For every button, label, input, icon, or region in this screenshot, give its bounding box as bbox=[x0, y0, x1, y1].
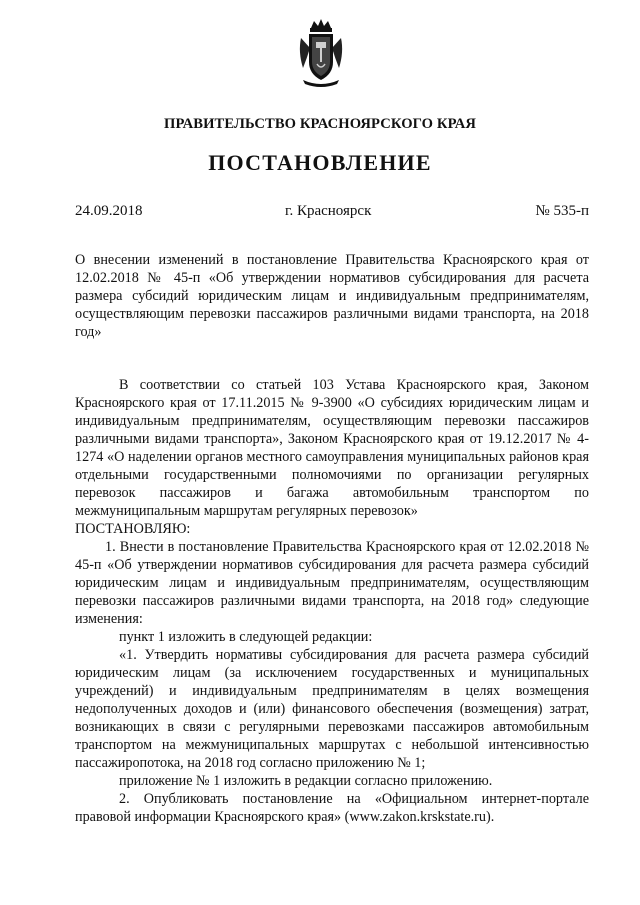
decree-line: ПОСТАНОВЛЯЮ: bbox=[75, 521, 191, 537]
document-type: ПОСТАНОВЛЕНИЕ bbox=[208, 150, 432, 175]
item-1-paragraph: 1. Внести в постановление Правительства Красноярского края от 12.02.2018 № 45-п «Об утверждении нормативов субсидирования для расчета размера субсидий юридическим лицам и индивидуальным предпринимателям, осуществляющим перевозки пассажиров различными видами транспорта, на 2018 год» следующие изменения: bbox=[75, 539, 589, 627]
document-number: № 535-п bbox=[535, 203, 589, 219]
coat-of-arms-emblem bbox=[297, 18, 345, 90]
item-2-paragraph: 2. Опубликовать постановление на «Официальном интернет-портале правовой информации Красноярского края» (www.zakon.krskstate.ru). bbox=[75, 791, 589, 825]
document-body bbox=[75, 376, 589, 826]
document-date: 24.09.2018 bbox=[75, 203, 143, 219]
item-1-appendix-line: приложение № 1 изложить в редакции согласно приложению. bbox=[119, 773, 493, 789]
item-1-quote-paragraph: «1. Утвердить нормативы субсидирования для расчета размера субсидий юридическим лицам (за исключением государственных и муниципальных учреждений) и индивидуальным предпринимателям в целях возмещения недополученных доходов и (или) финансового обеспечения (возмещения) затрат, возникающих в связи с регулярными перевозками пассажиров автомобильным транспортом на межмуниципальных маршрутах с небольшой интенсивностью пассажиропотока, на 2018 год согласно приложению № 1; bbox=[75, 647, 589, 771]
document-city: г. Красноярск bbox=[285, 203, 372, 219]
government-title: ПРАВИТЕЛЬСТВО КРАСНОЯРСКОГО КРАЯ bbox=[164, 116, 476, 132]
item-1-point-line: пункт 1 изложить в следующей редакции: bbox=[119, 629, 373, 645]
document-meta bbox=[75, 203, 589, 223]
document-heading bbox=[75, 251, 589, 341]
heading-text: О внесении изменений в постановление Правительства Красноярского края от 12.02.2018 № 45-п «Об утверждении нормативов субсидирования для расчета размера субсидий юридическим лицам и индивидуальным предпринимателям, осуществляющим перевозки пассажиров различными видами транспорта, на 2018 год» bbox=[75, 252, 589, 340]
intro-paragraph: В соответствии со статьей 103 Устава Красноярского края, Законом Красноярского края от 17.11.2015 № 9-3900 «О субсидиях юридическим лицам и индивидуальным предпринимателям, осуществляющим перевозки пассажиров различными видами транспорта», Законом Красноярского края от 19.12.2017 № 4-1274 «О наделении органов местного самоуправления муниципальных районов края отдельными государственными полномочиями по организации регулярных перевозок пассажиров и багажа автомобильным транспортом по межмуниципальным маршрутам регулярных перевозок» bbox=[75, 377, 589, 519]
